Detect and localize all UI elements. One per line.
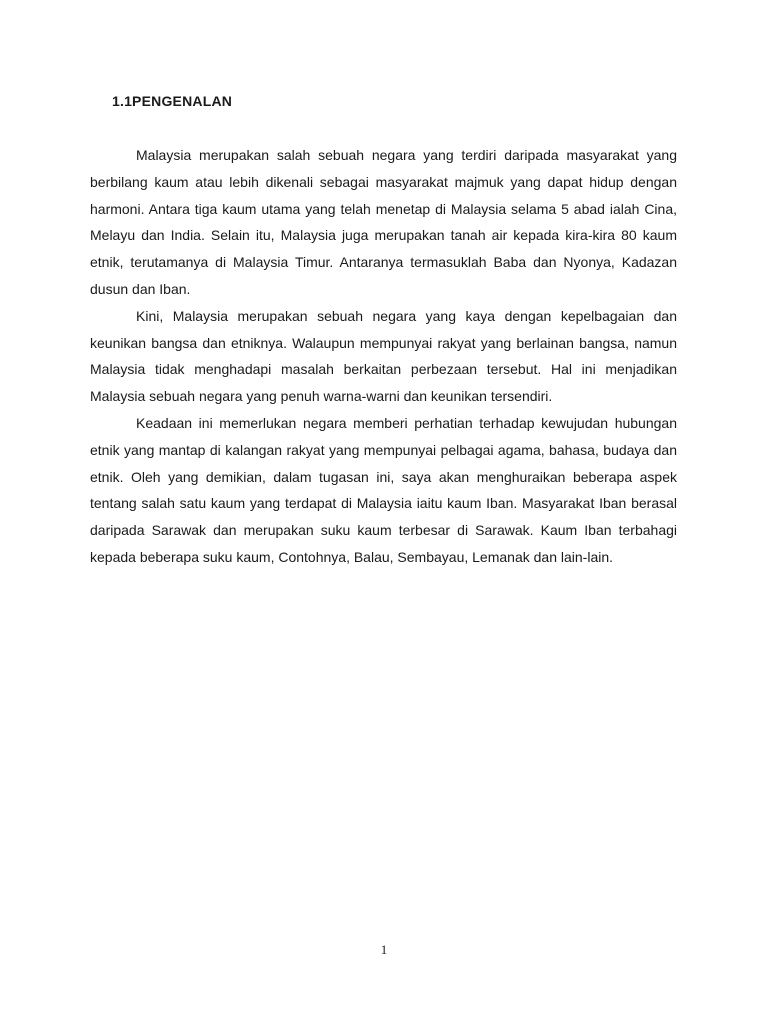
section-heading: 1.1PENGENALAN — [112, 93, 233, 109]
body-text — [90, 142, 677, 571]
paragraph-intro: Malaysia merupakan salah sebuah negara yang terdiri daripada masyarakat yang berbilang kaum atau lebih dikenali sebagai masyarakat majmuk yang dapat hidup dengan harmoni. Antara tiga kaum utama yang telah menetap di Malaysia selama 5 abad ialah Cina, Melayu dan India. Selain itu, Malaysia juga merupakan tanah air kepada kira-kira 80 kaum etnik, terutamanya di Malaysia Timur. Antaranya termasuklah Baba dan Nyonya, Kadazan dusun dan Iban. — [90, 147, 677, 297]
page-number: 1 — [380, 942, 388, 957]
paragraph-iban: Keadaan ini memerlukan negara memberi perhatian terhadap kewujudan hubungan etnik yang mantap di kalangan rakyat yang mempunyai pelbagai agama, bahasa, budaya dan etnik. Oleh yang demikian, dalam tugasan ini, saya akan menghuraikan beberapa aspek tentang salah satu kaum yang terdapat di Malaysia iaitu kaum Iban. Masyarakat Iban berasal daripada Sarawak dan merupakan suku kaum terbesar di Sarawak. Kaum Iban terbahagi kepada beberapa suku kaum, Contohnya, Balau, Sembayau, Lemanak dan lain-lain. — [90, 414, 677, 565]
paragraph-diversity: Kini, Malaysia merupakan sebuah negara yang kaya dengan kepelbagaian dan keunikan bangsa dan etniknya. Walaupun mempunyai rakyat yang berlainan bangsa, namun Malaysia tidak menghadapi masalah berkaitan perbezaan tersebut. Hal ini menjadikan Malaysia sebuah negara yang penuh warna-warni dan keunikan tersendiri. — [90, 307, 677, 405]
